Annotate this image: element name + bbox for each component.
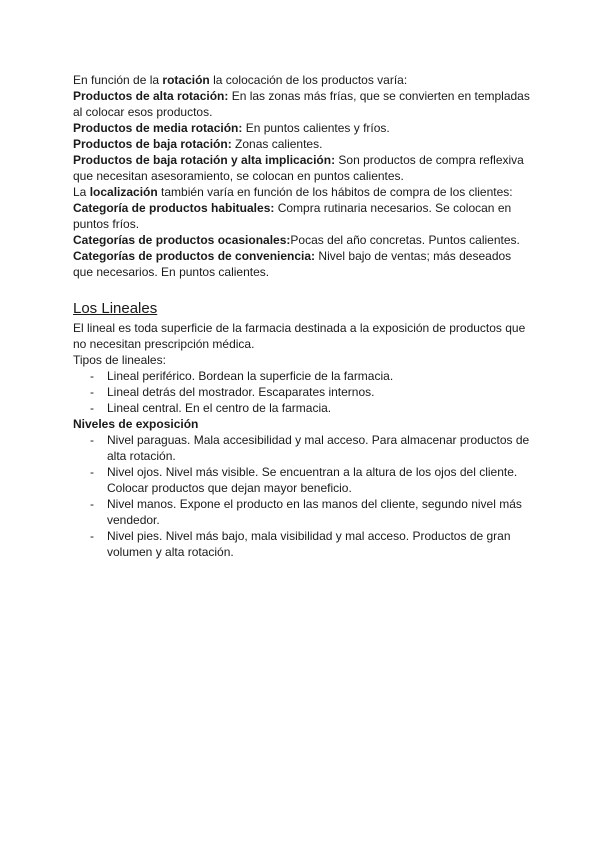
list-item: - Nivel manos. Expone el producto en las manos del cliente, segundo nivel más vendedor. (73, 496, 533, 528)
conveniencia-label: Categorías de productos de conveniencia: (73, 249, 316, 263)
baja-rotacion-label: Productos de baja rotación: (73, 137, 232, 151)
baja-rotacion-text: Zonas calientes. (231, 137, 323, 151)
tipos-label: Tipos de lineales: (73, 353, 166, 367)
localizacion-text-c: también varía en función de los hábitos de compra de los clientes: (157, 185, 513, 199)
niveles-list (73, 432, 533, 560)
niveles-label: Niveles de exposición (73, 417, 199, 431)
list-item: - Nivel ojos. Nivel más visible. Se encuentran a la altura de los ojos del cliente. Colocar productos que dejan mayor beneficio. (73, 464, 533, 496)
conveniencia-text: Nivel bajo de ventas; más deseados que necesarios. En puntos calientes. (73, 249, 512, 279)
intro-bold: rotación (162, 73, 210, 87)
intro-text-c: la colocación de los productos varía: (209, 73, 408, 87)
list-item: - Lineal central. En el centro de la farmacia. (73, 400, 533, 416)
localizacion-bold: localización (89, 185, 158, 199)
baja-implicacion-text: Son productos de compra reflexiva que necesitan asesoramiento, se colocan en puntos calientes. (73, 153, 524, 183)
tipos-list (73, 368, 533, 416)
document-page (73, 72, 533, 560)
localizacion-paragraph (73, 184, 533, 200)
alta-rotacion-label: Productos de alta rotación: (73, 89, 229, 103)
list-item: - Nivel paraguas. Mala accesibilidad y mal acceso. Para almacenar productos de alta rotación. (73, 432, 533, 464)
alta-rotacion-paragraph (73, 88, 533, 120)
intro-paragraph (73, 72, 533, 88)
habituales-paragraph (73, 200, 533, 232)
ocasionales-paragraph (73, 232, 533, 248)
list-item: - Lineal detrás del mostrador. Escaparates internos. (73, 384, 533, 400)
ocasionales-text: Pocas del año concretas. Puntos calientes. (290, 233, 520, 247)
localizacion-text-a: La (73, 185, 90, 199)
alta-rotacion-text: En las zonas más frías, que se convierten en templadas al colocar esos productos. (73, 89, 530, 119)
list-item: - Nivel pies. Nivel más bajo, mala visibilidad y mal acceso. Productos de gran volumen y alta rotación. (73, 528, 533, 560)
conveniencia-paragraph (73, 248, 533, 280)
baja-rotacion-paragraph (73, 136, 533, 152)
habituales-text: Compra rutinaria necesarios. Se colocan en puntos fríos. (73, 201, 512, 231)
baja-implicacion-paragraph (73, 152, 533, 184)
baja-implicacion-label: Productos de baja rotación y alta implicación: (73, 153, 336, 167)
media-rotacion-label: Productos de media rotación: (73, 121, 243, 135)
section-heading-lineales: Los Lineales (73, 300, 158, 317)
lineales-intro: El lineal es toda superficie de la farmacia destinada a la exposición de productos que no necesitan prescripción médica. (73, 321, 526, 351)
media-rotacion-paragraph (73, 120, 533, 136)
media-rotacion-text: En puntos calientes y fríos. (242, 121, 390, 135)
intro-text-a: En función de la (73, 73, 163, 87)
list-item: - Lineal periférico. Bordean la superficie de la farmacia. (73, 368, 533, 384)
ocasionales-label: Categorías de productos ocasionales: (73, 233, 291, 247)
habituales-label: Categoría de productos habituales: (73, 201, 275, 215)
